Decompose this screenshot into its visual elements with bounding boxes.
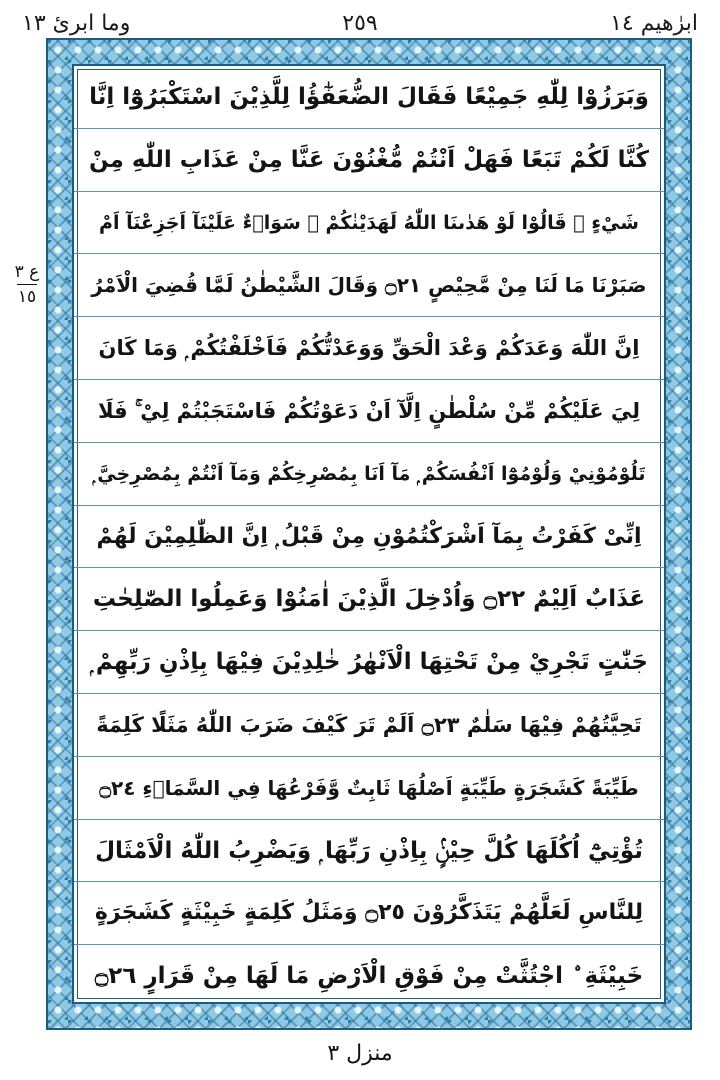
- verse-line: تَلُوْمُوْنِيْ وَلُوْمُوْٓا اَنْفُسَكُمْ ۭ مَآ اَنَا بِمُصْرِخِكُمْ وَمَآ اَنْتُمْ بِمُصْرِخِيَّ ۭ: [74, 443, 664, 506]
- verse-line: طَيِّبَةً كَشَجَرَةٍ طَيِّبَةٍ اَصْلُهَا ثَابِتٌ وَّفَرْعُهَا فِي السَّمَاۗءِ ۝٢٤: [74, 757, 664, 820]
- surah-name-header: ابرٰھیم ١٤: [610, 11, 698, 36]
- verse-line: كُنَّا لَكُمْ تَبَعًا فَهَلْ اَنْتُمْ مُّغْنُوْنَ عَنَّا مِنْ عَذَابِ اللّٰهِ مِنْ: [74, 129, 664, 192]
- text-panel: [72, 64, 666, 1004]
- verse-line: عَذَابٌ اَلِيْمٌ ۝٢٢ وَاُدْخِلَ الَّذِيْنَ اٰمَنُوْا وَعَمِلُوا الصّٰلِحٰتِ: [74, 568, 664, 631]
- verse-line: صَبَرْنَا مَا لَنَا مِنْ مَّحِيْصٍ ۝٢١ وَقَالَ الشَّيْطٰنُ لَمَّا قُضِيَ الْاَمْرُ: [74, 254, 664, 317]
- verse-line: وَبَرَزُوْا لِلّٰهِ جَمِيْعًا فَقَالَ الضُّعَفٰٓؤُا لِلَّذِيْنَ اسْتَكْبَرُوْٓا اِنَّا: [74, 66, 664, 129]
- verse-line: خَبِيْثَةِ ۨ اجْتُثَّتْ مِنْ فَوْقِ الْاَرْضِ مَا لَهَا مِنْ قَرَارٍ ۝٢٦: [94, 963, 644, 990]
- verse-line: تُؤْتِيْٓ اُكُلَهَا كُلَّ حِيْنٍۢ بِاِذْنِ رَبِّهَا ۭ وَيَضْرِبُ اللّٰهُ الْاَمْثَالَ: [74, 820, 664, 883]
- verse-line: شَيْءٍ ۭ قَالُوْا لَوْ هَدٰىنَا اللّٰهُ لَهَدَيْنٰكُمْ ۭ سَوَاۗءٌ عَلَيْنَآ اَجَزِعْنَآ اَمْ: [74, 192, 664, 255]
- ruku-marker-bottom: ١٥: [17, 287, 37, 307]
- verse-line: تَحِيَّتُهُمْ فِيْهَا سَلٰمٌ ۝٢٣ اَلَمْ تَرَ كَيْفَ ضَرَبَ اللّٰهُ مَثَلًا كَلِمَةً: [74, 694, 664, 757]
- verse-line: اِنَّ اللّٰهَ وَعَدَكُمْ وَعْدَ الْحَقِّ وَوَعَدْتُّكُمْ فَاَخْلَفْتُكُمْ ۭ وَمَا كَانَ: [74, 317, 664, 380]
- page-number: ٢٥٩: [342, 11, 378, 36]
- ruku-marker: [14, 262, 40, 307]
- verse-line: لِيَ عَلَيْكُمْ مِّنْ سُلْطٰنٍ اِلَّآ اَنْ دَعَوْتُكُمْ فَاسْتَجَبْتُمْ لِيْ ۚ فَلَا: [74, 380, 664, 443]
- verse-line: اِنِّىْ كَفَرْتُ بِمَآ اَشْرَكْتُمُوْنِ مِنْ قَبْلُ ۭ اِنَّ الظّٰلِمِيْنَ لَهُمْ: [74, 506, 664, 569]
- ornamental-border: [46, 38, 692, 1030]
- ruku-divider: [17, 284, 37, 285]
- verse-line: لِلنَّاسِ لَعَلَّهُمْ يَتَذَكَّرُوْنَ ۝٢٥ وَمَثَلُ كَلِمَةٍ خَبِيْثَةٍ كَشَجَرَةٍ: [74, 882, 664, 945]
- manzil-footer: منزل ٣: [327, 1041, 393, 1066]
- verse-lines: [74, 66, 664, 1002]
- para-name-header: وما ابرئ ١٣: [22, 11, 131, 36]
- ruku-marker-top: ع ٣: [14, 262, 40, 282]
- verse-line: جَنّٰتٍ تَجْرِيْ مِنْ تَحْتِهَا الْاَنْهٰرُ خٰلِدِيْنَ فِيْهَا بِاِذْنِ رَبِّهِمْ ۭ: [74, 631, 664, 694]
